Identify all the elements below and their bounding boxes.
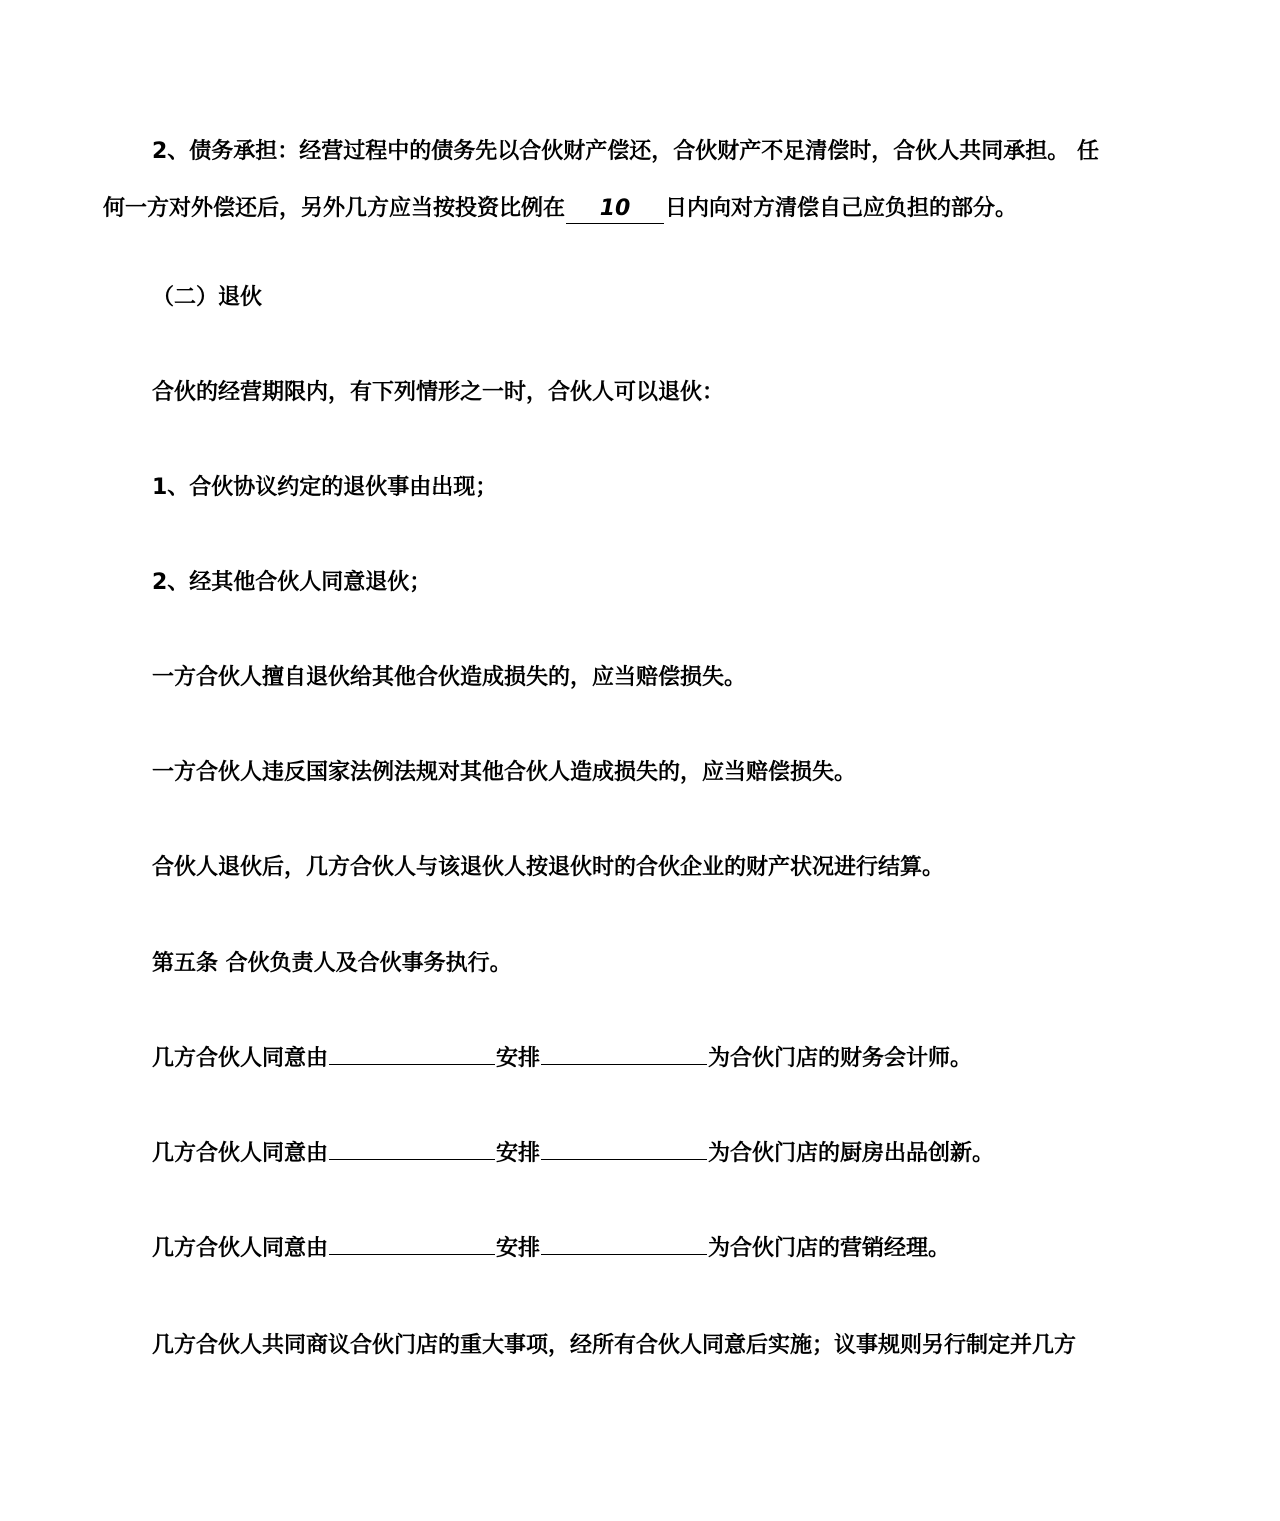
withdraw-settlement: 合伙人退伙后，几方合伙人与该退伙人按退伙时的合伙企业的财产状况进行结算。	[152, 855, 945, 880]
assign-prefix: 几方合伙人同意由	[152, 1141, 329, 1166]
withdraw-loss-1: 一方合伙人擅自退伙给其他合伙造成损失的，应当赔偿损失。	[152, 665, 747, 690]
withdraw-item-2: 2、经其他合伙人同意退伙；	[152, 570, 432, 595]
debt-line-2	[103, 180, 1179, 237]
person-name-blank	[541, 1036, 707, 1065]
assign-kitchen-suffix: 为合伙门店的厨房出品创新。	[708, 1141, 995, 1166]
withdraw-item-1: 1、合伙协议约定的退伙事由出现；	[152, 475, 498, 500]
assign-prefix: 几方合伙人同意由	[152, 1236, 329, 1261]
withdraw-heading: （二）退伙	[152, 285, 263, 310]
debt-line-2-before: 何一方对外偿还后，另外几方应当按投资比例在	[103, 196, 566, 221]
withdraw-loss-2: 一方合伙人违反国家法例法规对其他合伙人造成损失的，应当赔偿损失。	[152, 760, 857, 785]
person-name-blank	[541, 1131, 707, 1160]
debt-line-2-after: 日内向对方清偿自己应负担的部分。	[665, 196, 1018, 221]
assign-prefix: 几方合伙人同意由	[152, 1046, 329, 1071]
partner-name-blank	[329, 1036, 495, 1065]
major-matters: 几方合伙人共同商议合伙门店的重大事项，经所有合伙人同意后实施；议事规则另行制定并几方	[152, 1333, 1077, 1358]
partner-name-blank	[329, 1226, 495, 1255]
partner-name-blank	[329, 1131, 495, 1160]
assign-middle: 安排	[496, 1236, 541, 1261]
withdraw-intro: 合伙的经营期限内，有下列情形之一时，合伙人可以退伙：	[152, 380, 725, 405]
assign-kitchen-line	[152, 1125, 994, 1182]
assign-marketing-line	[152, 1220, 950, 1277]
debt-paragraph	[103, 123, 1179, 237]
assign-middle: 安排	[496, 1141, 541, 1166]
debt-days-blank: 10	[566, 195, 664, 224]
assign-accountant-suffix: 为合伙门店的财务会计师。	[708, 1046, 973, 1071]
person-name-blank	[541, 1226, 707, 1255]
assign-accountant-line	[152, 1030, 972, 1087]
assign-middle: 安排	[496, 1046, 541, 1071]
assign-marketing-suffix: 为合伙门店的营销经理。	[708, 1236, 951, 1261]
article-5-title: 第五条 合伙负责人及合伙事务执行。	[152, 951, 512, 976]
debt-line-1: 2、债务承担：经营过程中的债务先以合伙财产偿还，合伙财产不足清偿时，合伙人共同承担。 任	[152, 139, 1099, 164]
